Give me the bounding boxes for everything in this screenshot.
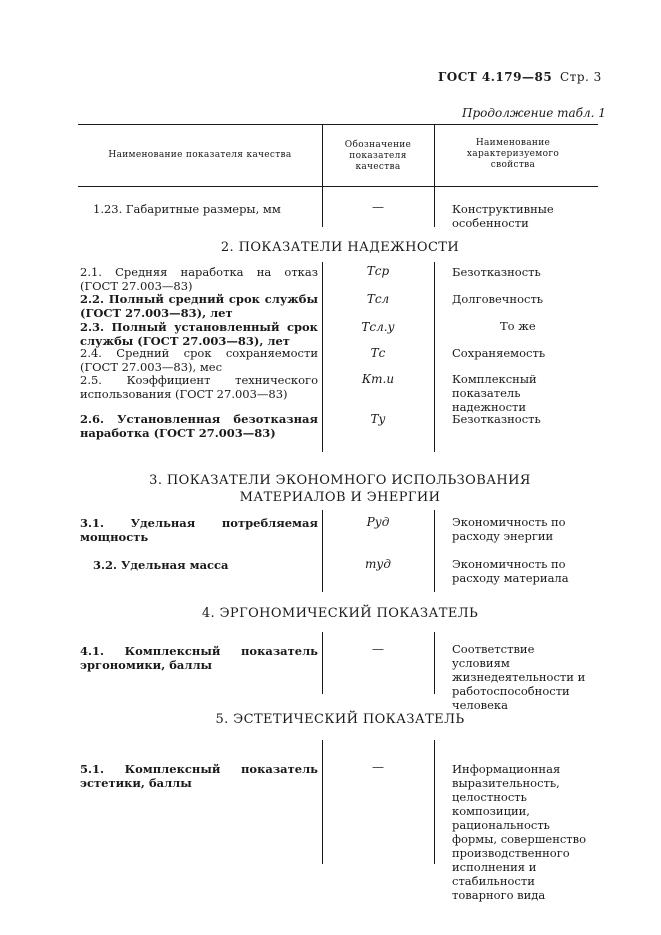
row-symbol: mуд [365, 557, 391, 571]
column-divider [434, 262, 435, 452]
column-divider [322, 262, 323, 452]
row-name: 2.4. Средний срок сохраняемости (ГОСТ 27.003—83), мес [80, 346, 318, 374]
column-header-name: Наименование показателя качества [108, 150, 292, 160]
row-name: 3.2. Удельная масса [93, 558, 229, 572]
column-header-property: Наименование характеризуемого свойства [466, 138, 560, 170]
row-symbol: Руд [366, 515, 390, 529]
section-title [110, 472, 570, 506]
row-name: 2.3. Полный установленный срок службы (ГОСТ 27.003—83), лет [80, 320, 318, 348]
row-property: Комплексный показатель надежности [452, 372, 537, 414]
row-name: 5.1. Комплексный показатель эстетики, баллы [80, 762, 318, 790]
page-number: Стр. 3 [560, 70, 602, 84]
section-title-line: МАТЕРИАЛОВ И ЭНЕРГИИ [239, 490, 441, 505]
section-title: 5. ЭСТЕТИЧЕСКИЙ ПОКАЗАТЕЛЬ [215, 712, 465, 727]
row-symbol: Ту [370, 412, 386, 426]
table-header-bottom-rule [78, 186, 598, 187]
row-name: 2.1. Средняя наработка на отказ (ГОСТ 27.003—83) [80, 265, 318, 293]
column-header-symbol: Обозначение показателя качества [344, 140, 412, 172]
table-top-rule [78, 124, 598, 125]
column-divider [434, 632, 435, 694]
column-divider [322, 510, 323, 592]
continuation-label: Продолжение табл. 1 [462, 106, 606, 120]
row-name: 2.2. Полный средний срок службы (ГОСТ 27.003—83), лет [80, 292, 318, 320]
column-divider [434, 740, 435, 864]
column-divider [322, 632, 323, 694]
row-property: Долговечность [452, 292, 544, 306]
row-property: Безотказность [452, 412, 541, 426]
row-symbol: — [372, 760, 384, 774]
row-name: 1.23. Габаритные размеры, мм [93, 202, 281, 216]
row-symbol: — [372, 200, 384, 214]
section-title-line: 3. ПОКАЗАТЕЛИ ЭКОНОМНОГО ИСПОЛЬЗОВАНИЯ [149, 473, 531, 488]
row-symbol: Тсл [366, 292, 390, 306]
row-symbol: — [372, 642, 384, 656]
row-symbol: Кт.и [361, 372, 395, 386]
column-divider [434, 510, 435, 592]
section-title: 2. ПОКАЗАТЕЛИ НАДЕЖНОСТИ [220, 240, 460, 255]
row-property: Экономичность по расходу энергии [452, 515, 566, 543]
row-property: Конструктивные особенности [452, 202, 554, 230]
row-property: То же [500, 319, 536, 333]
row-property: Информационная выразительность, целостность композиции, рациональность формы, совершенство производственного исполнения и стабильности товарного вида [452, 762, 587, 902]
row-property: Соответствие условиям жизнедеятельности и работоспособности человека [452, 642, 586, 712]
row-name: 3.1. Удельная потребляемая мощность [80, 516, 318, 544]
column-divider [322, 740, 323, 864]
row-name: 4.1. Комплексный показатель эргономики, баллы [80, 644, 318, 672]
row-property: Безотказность [452, 265, 541, 279]
row-name: 2.5. Коэффициент технического использования (ГОСТ 27.003—83) [80, 373, 318, 401]
row-symbol: Тср [366, 264, 390, 278]
row-name: 2.6. Установленная безотказная наработка (ГОСТ 27.003—83) [80, 412, 318, 440]
row-symbol: Тс [370, 346, 386, 360]
section-title: 4. ЭРГОНОМИЧЕСКИЙ ПОКАЗАТЕЛЬ [201, 606, 479, 621]
row-symbol: Тсл.у [361, 320, 395, 334]
standard-number: ГОСТ 4.179—85 [438, 70, 553, 84]
column-divider [434, 124, 435, 227]
row-property: Сохраняемость [452, 346, 546, 360]
column-divider [322, 124, 323, 227]
row-property: Экономичность по расходу материала [452, 557, 569, 585]
